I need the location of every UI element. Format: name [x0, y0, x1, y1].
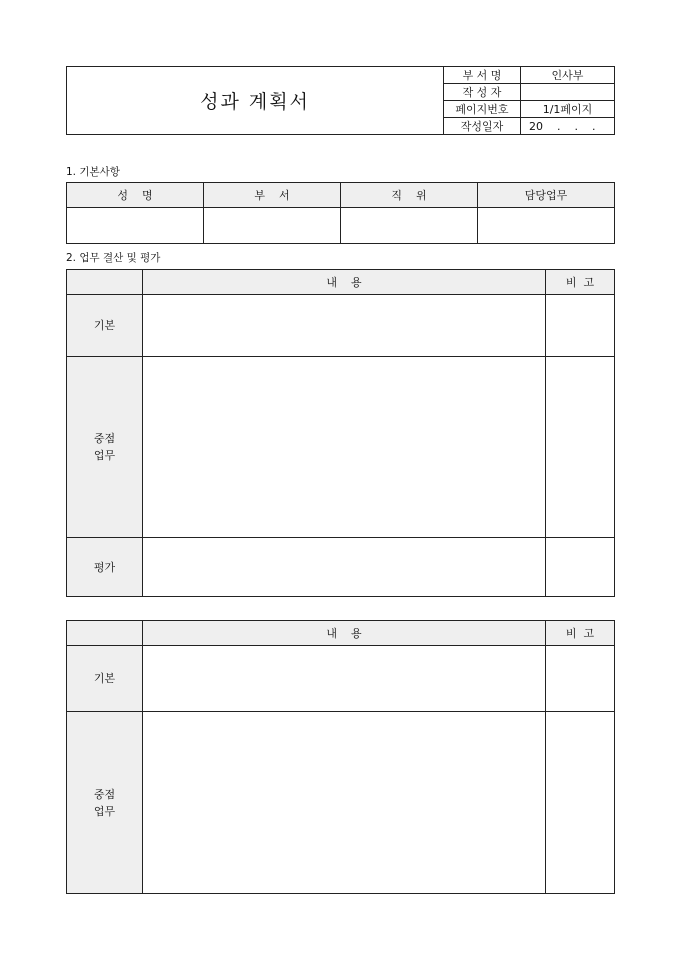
basic-note-cell[interactable] — [546, 646, 615, 712]
corner-cell — [67, 621, 143, 646]
page-number-label: 페이지번호 — [444, 101, 521, 118]
focus-note-cell[interactable] — [546, 357, 615, 538]
basic-content-cell[interactable] — [143, 646, 546, 712]
focus-content-cell[interactable] — [143, 357, 546, 538]
col-position-header: 직 위 — [341, 183, 478, 208]
duty-cell[interactable] — [478, 208, 615, 244]
basic-content-cell[interactable] — [143, 295, 546, 357]
col-name-header: 성 명 — [67, 183, 204, 208]
content-header: 내 용 — [143, 621, 546, 646]
name-cell[interactable] — [67, 208, 204, 244]
evaluation-table-1 — [66, 269, 615, 597]
row-label-basic: 기본 — [67, 295, 143, 357]
corner-cell — [67, 270, 143, 295]
col-dept-header: 부 서 — [204, 183, 341, 208]
row-label-evaluation: 평가 — [67, 538, 143, 597]
note-header: 비 고 — [546, 621, 615, 646]
section2-heading: 2. 업무 결산 및 평가 — [66, 252, 161, 264]
author-label: 작 성 자 — [444, 84, 521, 101]
evaluation-table-2 — [66, 620, 615, 894]
evaluation-note-cell[interactable] — [546, 538, 615, 597]
note-header: 비 고 — [546, 270, 615, 295]
dept-name-value[interactable]: 인사부 — [521, 67, 615, 84]
header-table — [66, 66, 615, 135]
section1-heading: 1. 기본사항 — [66, 166, 120, 178]
date-value[interactable]: 20 . . . — [521, 118, 615, 135]
row-label-focus-work: 중점 업무 — [67, 357, 143, 538]
basic-info-table — [66, 182, 615, 244]
basic-note-cell[interactable] — [546, 295, 615, 357]
date-label: 작성일자 — [444, 118, 521, 135]
position-cell[interactable] — [341, 208, 478, 244]
page-number-value: 1/1페이지 — [521, 101, 615, 118]
content-header: 내 용 — [143, 270, 546, 295]
dept-name-label: 부 서 명 — [444, 67, 521, 84]
focus-note-cell[interactable] — [546, 712, 615, 894]
dept-cell[interactable] — [204, 208, 341, 244]
focus-content-cell[interactable] — [143, 712, 546, 894]
author-value[interactable] — [521, 84, 615, 101]
evaluation-content-cell[interactable] — [143, 538, 546, 597]
row-label-focus-work: 중점 업무 — [67, 712, 143, 894]
row-label-basic: 기본 — [67, 646, 143, 712]
document-title: 성과 계획서 — [67, 67, 444, 135]
col-duty-header: 담당업무 — [478, 183, 615, 208]
